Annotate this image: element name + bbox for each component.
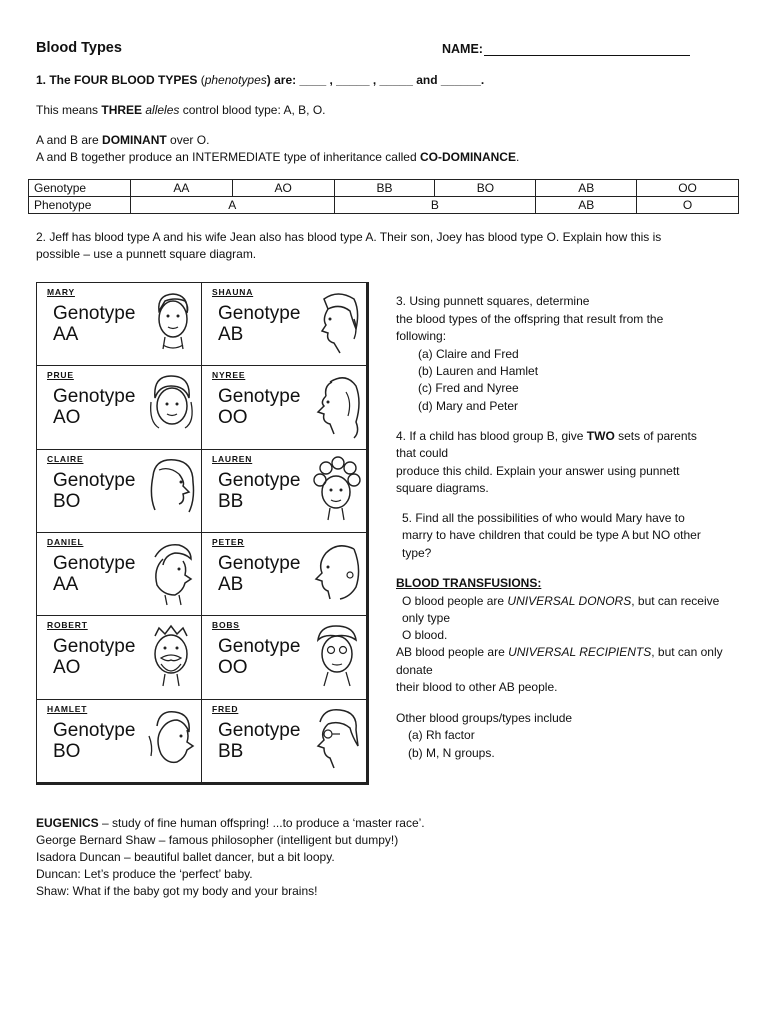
face-illustration-icon — [145, 706, 197, 776]
face-illustration-icon — [145, 456, 197, 526]
page-title: Blood Types — [36, 40, 122, 56]
transfusion-line-3: O blood. — [402, 628, 448, 642]
table-row-phenotype — [29, 197, 739, 214]
question-1: 1. The FOUR BLOOD TYPES (phenotypes) are: ____ , _____ , _____ and ______. — [36, 73, 485, 87]
row-label-phenotype: Phenotype — [29, 197, 131, 214]
face-illustration-icon — [310, 372, 362, 442]
face-illustration-icon — [310, 456, 362, 526]
genotype-text: Genotype BB — [218, 469, 301, 512]
question-4-line-4: square diagrams. — [396, 481, 489, 495]
character-name: MARY — [47, 287, 75, 297]
question-2-line-2: possible – use a punnett square diagram. — [36, 247, 257, 261]
question-4-line-2: that could — [396, 446, 449, 460]
character-name: CLAIRE — [47, 453, 84, 464]
genotype-cell: AO — [232, 180, 334, 197]
eugenics-line-2: George Bernard Shaw – famous philosopher (intelligent but dumpy!) — [36, 833, 399, 847]
eugenics-line-5: Shaw: What if the baby got my body and your brains! — [36, 884, 318, 898]
genotype-text: Genotype OO — [218, 636, 301, 679]
other-groups-heading: Other blood groups/types include — [396, 711, 573, 725]
face-illustration-icon — [310, 289, 362, 359]
alleles-statement: This means THREE alleles control blood type: A, B, O. — [36, 103, 326, 117]
character-card — [37, 366, 202, 449]
genotype-cell: AA — [130, 180, 232, 197]
genotype-cell: AB — [536, 180, 637, 197]
character-card — [37, 616, 202, 699]
eugenics-line-3: Isadora Duncan – beautiful ballet dancer, but a bit loopy. — [36, 850, 335, 864]
list-item: (a) Rh factor — [408, 728, 475, 742]
transfusion-heading: BLOOD TRANSFUSIONS: — [396, 576, 542, 590]
character-card — [37, 700, 202, 783]
character-name: ROBERT — [47, 620, 88, 631]
face-illustration-icon — [145, 289, 197, 359]
question-5-line-2: marry to have children that could be type A but NO other — [402, 528, 701, 542]
character-card — [202, 450, 367, 533]
name-label: NAME: — [442, 42, 483, 56]
question-4-line-1: 4. If a child has blood group B, give TWO sets of parents — [396, 429, 697, 443]
list-item: (b) Lauren and Hamlet — [418, 364, 539, 378]
face-illustration-icon — [145, 539, 197, 609]
transfusion-line-1: O blood people are UNIVERSAL DONORS, but can receive — [402, 594, 720, 608]
transfusion-line-5: donate — [396, 663, 433, 677]
transfusion-line-2: only type — [402, 611, 451, 625]
genotype-text: Genotype OO — [218, 386, 301, 429]
list-item: (d) Mary and Peter — [418, 399, 519, 413]
table-row-genotype — [29, 180, 739, 197]
eugenics-line-1: EUGENICS – study of fine human offspring! ...to produce a ‘master race’. — [36, 816, 425, 830]
eugenics-line-4: Duncan: Let’s produce the ‘perfect’ baby. — [36, 867, 253, 881]
list-item: (a) Claire and Fred — [418, 347, 519, 361]
character-name: LAUREN — [212, 453, 253, 464]
row-label-genotype: Genotype — [29, 180, 131, 197]
genotype-text: Genotype BO — [53, 719, 136, 762]
genotype-text: Genotype BO — [53, 469, 136, 512]
genotype-text: Genotype AO — [53, 386, 136, 429]
character-name: NYREE — [212, 370, 246, 381]
question-3-line-1: 3. Using punnett squares, determine — [396, 294, 590, 308]
character-card — [202, 700, 367, 783]
phenotype-cell: O — [637, 197, 739, 214]
codominance-statement: A and B together produce an INTERMEDIATE type of inheritance called CO-DOMINANCE. — [36, 150, 520, 164]
character-name: PETER — [212, 537, 245, 547]
genotype-text: Genotype AB — [218, 303, 301, 345]
character-cards-grid — [36, 282, 369, 785]
list-item: (b) M, N groups. — [408, 746, 495, 760]
genotype-text: Genotype AO — [53, 636, 136, 679]
character-name: HAMLET — [47, 703, 88, 714]
character-name: PRUE — [47, 370, 74, 381]
dominance-statement: A and B are DOMINANT over O. — [36, 133, 210, 147]
question-3-line-3: following: — [396, 329, 447, 343]
face-illustration-icon — [145, 372, 197, 442]
face-illustration-icon — [310, 622, 362, 692]
character-name: SHAUNA — [212, 287, 254, 297]
genotype-cell: BO — [435, 180, 536, 197]
character-card — [37, 533, 202, 616]
character-card — [37, 450, 202, 533]
phenotype-cell: B — [334, 197, 536, 214]
phenotype-cell: A — [130, 197, 334, 214]
question-2-line-1: 2. Jeff has blood type A and his wife Jean also has blood type A. Their son, Joey has blood type O. Explain how this is — [36, 230, 662, 244]
question-5-line-1: 5. Find all the possibilities of who would Mary have to — [402, 511, 685, 525]
face-illustration-icon — [310, 539, 362, 609]
transfusion-line-4: AB blood people are UNIVERSAL RECIPIENTS, but can only — [396, 645, 723, 659]
question-4-line-3: produce this child. Explain your answer using punnett — [396, 464, 680, 478]
genotype-text: Genotype AA — [53, 553, 136, 595]
face-illustration-icon — [310, 706, 362, 776]
genotype-phenotype-table — [28, 179, 739, 214]
character-name: BOBS — [212, 620, 240, 631]
character-card — [202, 616, 367, 699]
name-blank-line[interactable] — [484, 55, 690, 56]
character-name: DANIEL — [47, 537, 84, 547]
character-card — [37, 283, 202, 366]
question-3-line-2: the blood types of the offspring that result from the — [396, 312, 664, 326]
face-illustration-icon — [145, 622, 197, 692]
character-card — [202, 533, 367, 616]
genotype-text: Genotype AB — [218, 553, 301, 595]
character-card — [202, 283, 367, 366]
character-name: FRED — [212, 703, 239, 714]
character-card — [202, 366, 367, 449]
genotype-cell: BB — [334, 180, 435, 197]
genotype-cell: OO — [637, 180, 739, 197]
question-5-line-3: type? — [402, 546, 432, 560]
genotype-text: Genotype BB — [218, 719, 301, 762]
transfusion-line-6: their blood to other AB people. — [396, 680, 558, 694]
phenotype-cell: AB — [536, 197, 637, 214]
list-item: (c) Fred and Nyree — [418, 381, 519, 395]
genotype-text: Genotype AA — [53, 303, 136, 345]
